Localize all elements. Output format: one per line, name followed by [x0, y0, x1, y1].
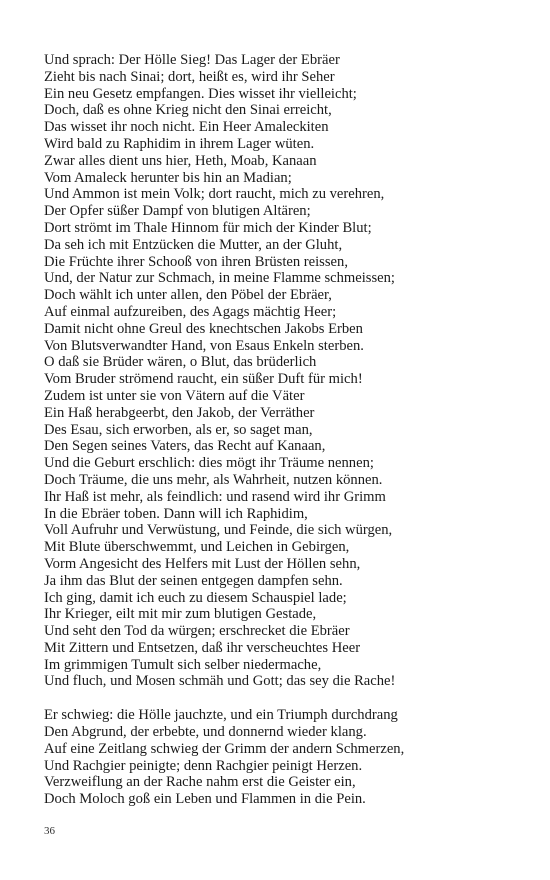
verse-line: In die Ebräer toben. Dann will ich Raphidim,: [44, 505, 308, 522]
verse-line: Doch wählt ich unter allen, den Pöbel der Ebräer,: [44, 287, 332, 304]
verse-line: Den Segen seines Vaters, das Recht auf Kanaan,: [44, 438, 326, 455]
verse-line: Verzweiflung an der Rache nahm erst die Geister ein,: [44, 774, 356, 791]
verse-line: Und Rachgier peinigte; denn Rachgier peinigt Herzen.: [44, 757, 363, 774]
verse-line: Und die Geburt erschlich: dies mögt ihr Träume nennen;: [44, 455, 374, 472]
stanza: [44, 52, 524, 690]
verse-line: Zwar alles dient uns hier, Heth, Moab, Kanaan: [44, 152, 317, 169]
verse-line: Auf eine Zeitlang schwieg der Grimm der andern Schmerzen,: [44, 740, 405, 757]
verse-line: Und Ammon ist mein Volk; dort raucht, mich zu verehren,: [44, 186, 385, 203]
verse-line: Die Früchte ihrer Schooß von ihren Brüsten reissen,: [44, 253, 348, 270]
page-number: 36: [44, 825, 55, 837]
verse-line: Ja ihm das Blut der seinen entgegen dampfen sehn.: [44, 572, 343, 589]
verse-line: Im grimmigen Tumult sich selber niedermache,: [44, 656, 322, 673]
verse-line: Zudem ist unter sie von Vätern auf die Väter: [44, 387, 305, 404]
verse-line: Er schwieg: die Hölle jauchzte, und ein Triumph durchdrang: [44, 707, 398, 724]
verse-line: Den Abgrund, der erbebte, und donnernd wieder klang.: [44, 724, 367, 741]
verse-line: Ihr Krieger, eilt mit mir zum blutigen Gestade,: [44, 606, 317, 623]
verse-line: Und sprach: Der Hölle Sieg! Das Lager der Ebräer: [44, 52, 340, 68]
verse-line: Doch, daß es ohne Krieg nicht den Sinai erreicht,: [44, 102, 332, 119]
verse-line: Der Opfer süßer Dampf von blutigen Altären;: [44, 203, 311, 220]
verse-line: Zieht bis nach Sinai; dort, heißt es, wird ihr Seher: [44, 68, 335, 85]
verse-line: Ein Haß herabgeerbt, den Jakob, der Verräther: [44, 404, 315, 421]
verse-line: Voll Aufruhr und Verwüstung, und Feinde, die sich würgen,: [44, 522, 393, 539]
verse-line: O daß sie Brüder wären, o Blut, das brüderlich: [44, 354, 317, 371]
verse-line: Ich ging, damit ich euch zu diesem Schauspiel lade;: [44, 589, 347, 606]
verse-line: Vom Bruder strömend raucht, ein süßer Duft für mich!: [44, 371, 363, 388]
verse-line: Von Blutsverwandter Hand, von Esaus Enkeln sterben.: [44, 337, 364, 354]
verse-line: Das wisset ihr noch nicht. Ein Heer Amaleckiten: [44, 119, 329, 136]
verse-line: Da seh ich mit Entzücken die Mutter, an der Gluht,: [44, 236, 343, 253]
verse-line: Wird bald zu Raphidim in ihrem Lager wüten.: [44, 135, 315, 152]
verse-line: Vom Amaleck herunter bis hin an Madian;: [44, 169, 292, 186]
poem-text: [44, 52, 524, 808]
verse-line: Ein neu Gesetz empfangen. Dies wisset ihr vielleicht;: [44, 85, 357, 102]
stanza: [44, 707, 524, 808]
verse-line: Und, der Natur zur Schmach, in meine Flamme schmeissen;: [44, 270, 395, 287]
verse-line: Und fluch, und Mosen schmäh und Gott; das sey die Rache!: [44, 673, 396, 690]
verse-line: Des Esau, sich erworben, als er, so saget man,: [44, 421, 313, 438]
verse-line: Mit Zittern und Entsetzen, daß ihr verscheuchtes Heer: [44, 639, 361, 656]
verse-line: Dort strömt im Thale Hinnom für mich der Kinder Blut;: [44, 219, 372, 236]
verse-line: Doch Träume, die uns mehr, als Wahrheit, nutzen können.: [44, 471, 383, 488]
verse-line: Auf einmal aufzureiben, des Agags mächtig Heer;: [44, 303, 337, 320]
verse-line: Doch Moloch goß ein Leben und Flammen in die Pein.: [44, 791, 366, 808]
verse-line: Vorm Angesicht des Helfers mit Lust der Höllen sehn,: [44, 555, 361, 572]
verse-line: Damit nicht ohne Greul des knechtschen Jakobs Erben: [44, 320, 363, 337]
verse-line: Mit Blute überschwemmt, und Leichen in Gebirgen,: [44, 539, 350, 556]
verse-line: Ihr Haß ist mehr, als feindlich: und rasend wird ihr Grimm: [44, 488, 386, 505]
verse-line: Und seht den Tod da würgen; erschrecket die Ebräer: [44, 623, 350, 640]
